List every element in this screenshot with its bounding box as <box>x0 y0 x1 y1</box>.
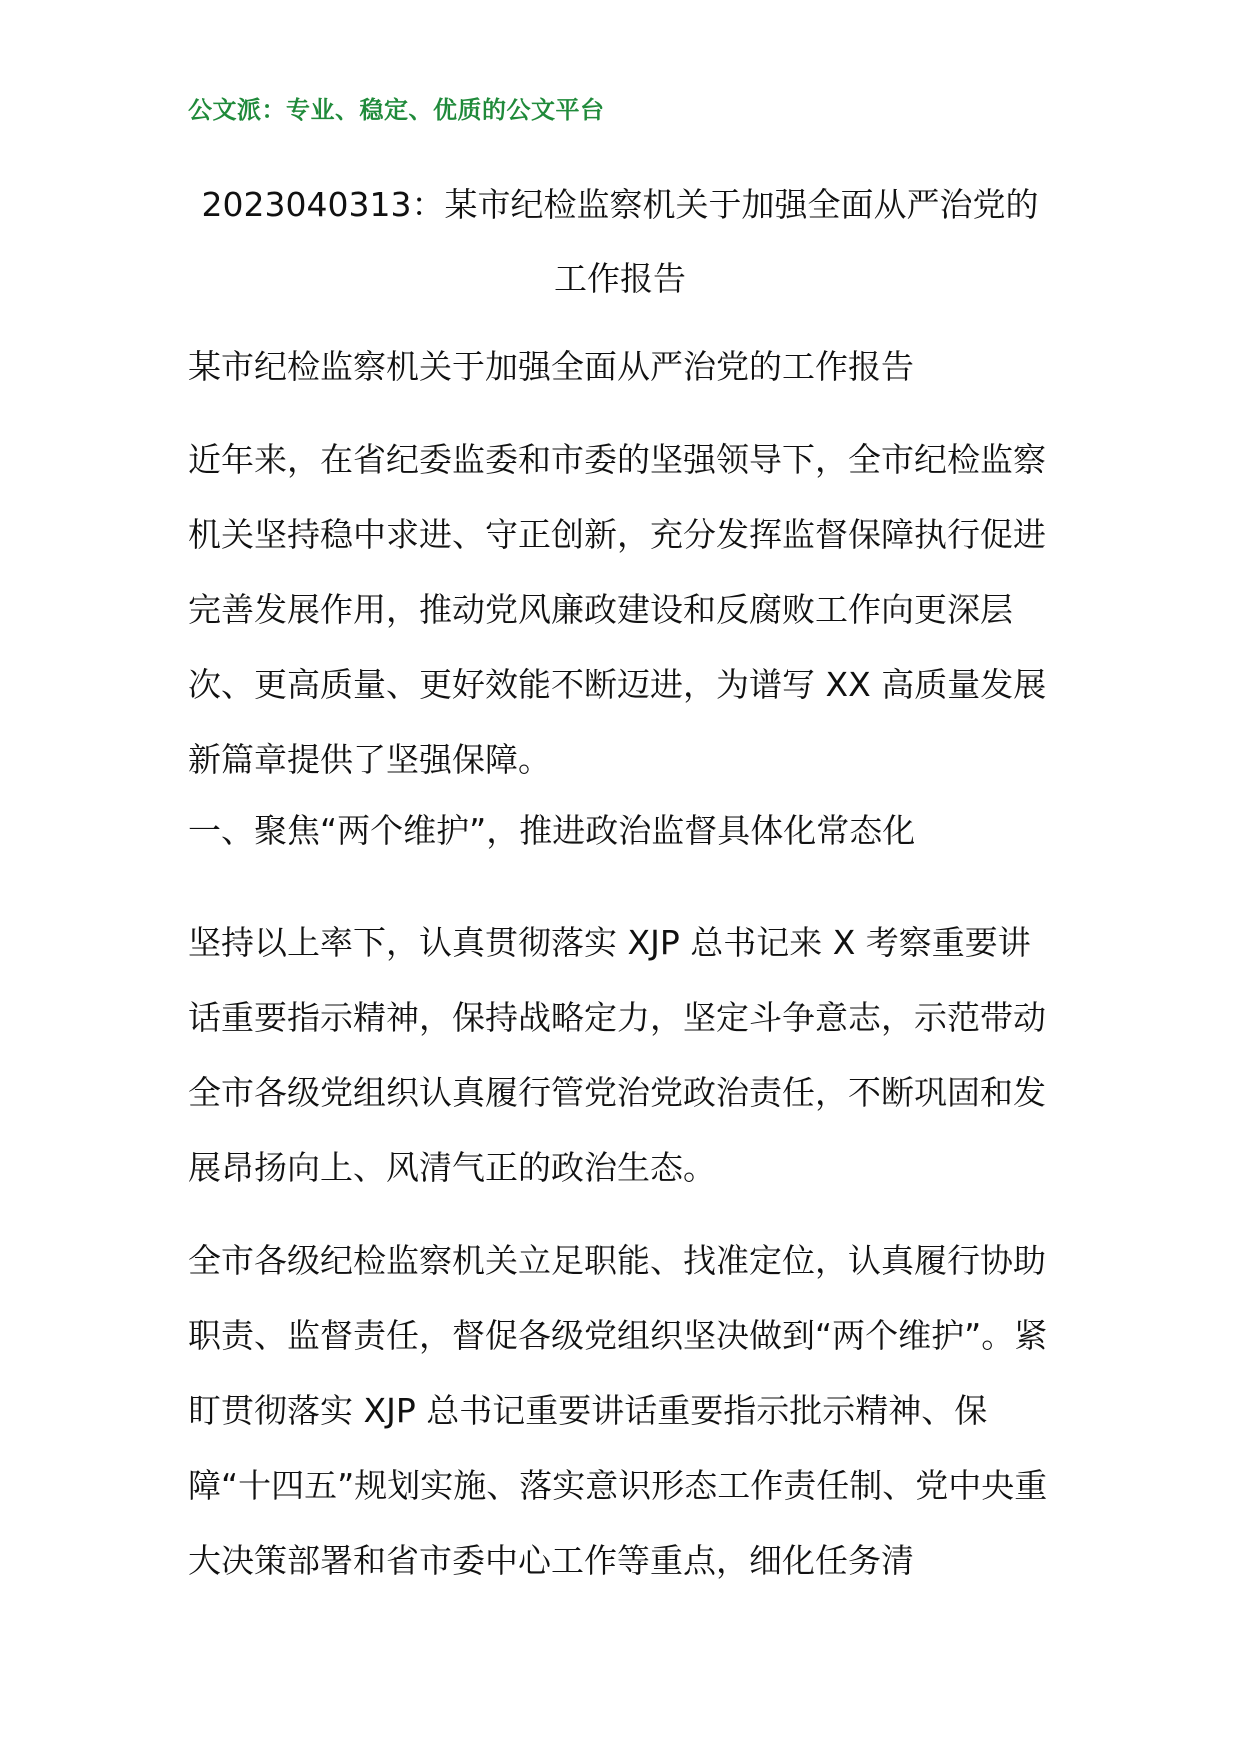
document-subtitle: 某市纪检监察机关于加强全面从严治党的工作报告 <box>188 347 914 386</box>
paragraph-leadership: 坚持以上率下，认真贯彻落实 XJP 总书记来 X 考察重要讲话重要指示精神，保持战略定力，坚定斗争意志，示范带动全市各级党组织认真履行管党治党政治责任，不断巩固和发展昂扬向上、风清气正的政治生态。 <box>188 923 1046 1187</box>
paragraph-intro: 近年来，在省纪委监委和市委的坚强领导下，全市纪检监察机关坚持稳中求进、守正创新，充分发挥监督保障执行促进完善发展作用，推动党风廉政建设和反腐败工作向更深层次、更高质量、更好效能不断迈进，为谱写 XX 高质量发展新篇章提供了坚强保障。 <box>188 440 1047 779</box>
document-title: 2023040313：某市纪检监察机关于加强全面从严治党的工作报告 <box>201 185 1039 298</box>
header-brand: 公文派：专业、稳定、优质的公文平台 <box>188 96 605 124</box>
section-heading: 一、聚焦“两个维护”，推进政治监督具体化常态化 <box>188 811 916 850</box>
paragraph-supervision: 全市各级纪检监察机关立足职能、找准定位，认真履行协助职责、监督责任，督促各级党组织坚决做到“两个维护”。紧盯贯彻落实 XJP 总书记重要讲话重要指示批示精神、保障“十四五”规划实施、落实意识形态工作责任制、党中央重大决策部署和省市委中心工作等重点，细化任务清 <box>188 1241 1048 1580</box>
